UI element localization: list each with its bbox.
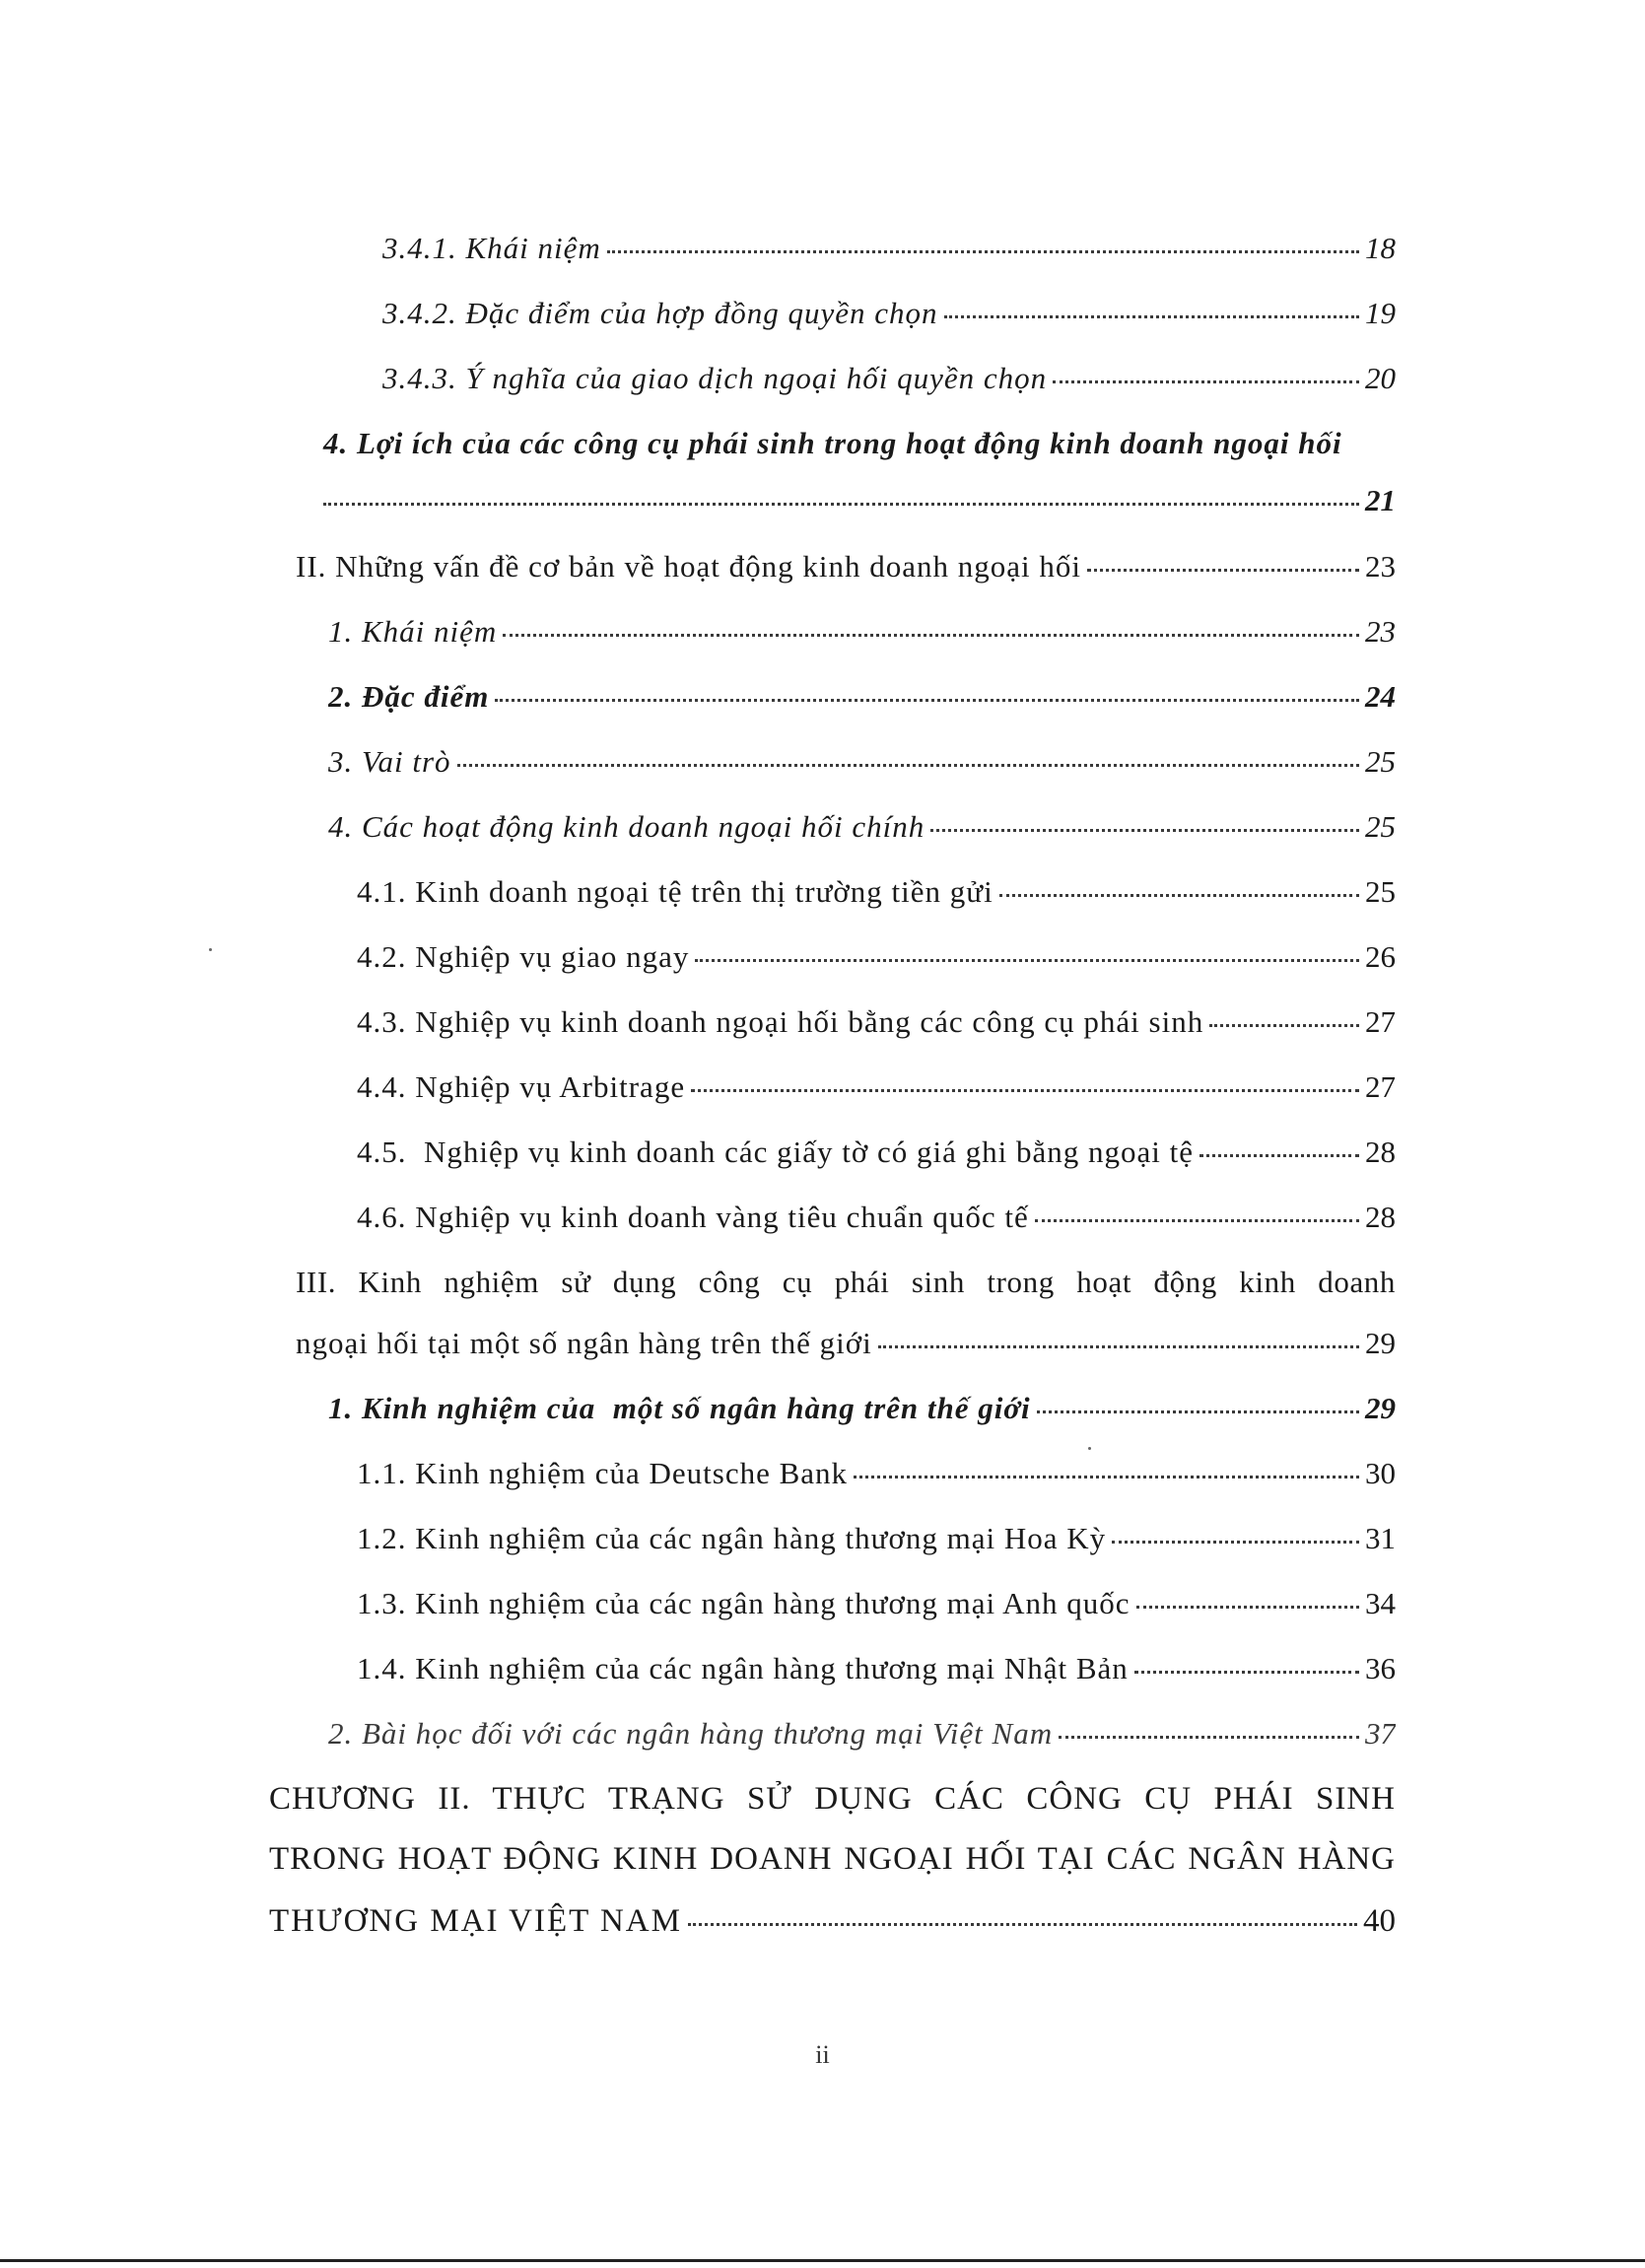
toc-entry-3-4-3: [382, 359, 1396, 398]
toc-entry-label: 3.4.1. Khái niệm: [382, 231, 601, 265]
toc-entry-label: 4.5. Nghiệp vụ kinh doanh các giấy tờ có giá ghi bằng ngoại tệ: [357, 1134, 1195, 1169]
toc-entry-label: 4. Các hoạt động kinh doanh ngoại hối chính: [328, 809, 925, 844]
chapter-heading-line1: CHƯƠNG II. THỰC TRẠNG SỬ DỤNG CÁC CÔNG CỤ PHÁI SINH: [269, 1781, 1396, 1817]
toc-entry-label: 1. Khái niệm: [328, 614, 498, 649]
toc-entry-label: 2. Đặc điểm: [328, 679, 490, 714]
leader-dots: [1059, 1736, 1359, 1739]
toc-entry-3-4-2: [382, 294, 1396, 333]
toc-entry-label: 1.4. Kinh nghiệm của các ngân hàng thương mại Nhật Bản: [357, 1651, 1129, 1685]
toc-entry-label: 1.2. Kinh nghiệm của các ngân hàng thương mại Hoa Kỳ: [357, 1521, 1107, 1555]
toc-entry-4-line2: [323, 481, 1396, 520]
scan-speck: [209, 948, 212, 951]
toc-entry-label: 3.4.2. Đặc điểm của hợp đồng quyền chọn: [382, 296, 938, 330]
toc-entry-II: [296, 547, 1396, 586]
toc-entry-label: II. Những vấn đề cơ bản về hoạt động kinh doanh ngoại hối: [296, 549, 1082, 584]
toc-entry-label: 2. Bài học đối với các ngân hàng thương mại Việt Nam: [328, 1716, 1054, 1751]
toc-entry-label: 3. Vai trò: [328, 744, 451, 779]
leader-dots: [930, 829, 1359, 832]
chapter-heading-line2: TRONG HOẠT ĐỘNG KINH DOANH NGOẠI HỐI TẠI CÁC NGÂN HÀNG: [269, 1841, 1396, 1877]
leader-dots: [457, 764, 1359, 767]
toc-entry-label: 4.6. Nghiệp vụ kinh doanh vàng tiêu chuẩn quốc tế: [357, 1200, 1029, 1234]
leader-dots: [607, 250, 1359, 253]
leader-dots: [854, 1476, 1359, 1478]
toc-entry-page: 29: [1365, 1391, 1396, 1425]
leader-dots: [688, 1923, 1357, 1926]
toc-entry-II-2: [328, 677, 1396, 717]
leader-dots: [1087, 569, 1359, 572]
toc-entry-page: 27: [1365, 1004, 1396, 1039]
toc-entry-label: 1.3. Kinh nghiệm của các ngân hàng thương mại Anh quốc: [357, 1586, 1131, 1620]
leader-dots: [1037, 1410, 1359, 1413]
leader-dots: [1053, 380, 1359, 383]
leader-dots: [1136, 1606, 1359, 1609]
toc-entry-page: 18: [1365, 231, 1396, 265]
page-number: ii: [815, 2040, 830, 2069]
toc-entry-page: 40: [1363, 1903, 1396, 1939]
toc-entry-page: 25: [1365, 874, 1396, 909]
toc-entry-label: 4.2. Nghiệp vụ giao ngay: [357, 939, 690, 974]
toc-entry-page: 30: [1365, 1456, 1396, 1490]
chapter-heading-line3: [269, 1899, 1396, 1943]
toc-entry-page: 25: [1365, 809, 1396, 844]
toc-entry-page: 29: [1365, 1326, 1396, 1360]
leader-dots: [1112, 1541, 1359, 1544]
toc-entry-III-line1: III. Kinh nghiệm sử dụng công cụ phái sinh trong hoạt động kinh doanh: [296, 1265, 1396, 1299]
toc-entry-III-1-2: [357, 1519, 1396, 1558]
toc-entry-II-3: [328, 742, 1396, 782]
toc-entry-page: 21: [1365, 483, 1396, 517]
toc-entry-II-4: [328, 807, 1396, 847]
toc-entry-page: 27: [1365, 1069, 1396, 1104]
scan-speck: [1088, 1447, 1091, 1450]
toc-entry-label: ngoại hối tại một số ngân hàng trên thế giới: [296, 1326, 872, 1360]
toc-entry-page: 36: [1365, 1651, 1396, 1685]
toc-entry-III-1-4: [357, 1649, 1396, 1688]
toc-entry-page: 24: [1365, 679, 1396, 714]
toc-entry-II-4-4: [357, 1067, 1396, 1107]
toc-entry-II-1: [328, 612, 1396, 652]
leader-dots: [695, 959, 1359, 962]
toc-entry-label: 4.4. Nghiệp vụ Arbitrage: [357, 1069, 686, 1104]
toc-entry-II-4-2: [357, 937, 1396, 977]
toc-entry-page: 26: [1365, 939, 1396, 974]
leader-dots: [1035, 1219, 1359, 1222]
leader-dots: [1209, 1024, 1359, 1027]
toc-entry-III-1: [328, 1389, 1396, 1428]
toc-entry-III-1-1: [357, 1454, 1396, 1493]
toc-entry-II-4-6: [357, 1198, 1396, 1237]
toc-entry-page: 23: [1365, 614, 1396, 649]
toc-entry-label: 3.4.3. Ý nghĩa của giao dịch ngoại hối quyền chọn: [382, 361, 1048, 395]
toc-entry-page: 28: [1365, 1134, 1396, 1169]
toc-entry-III-line2: [296, 1324, 1396, 1363]
toc-entry-page: 25: [1365, 744, 1396, 779]
toc-entry-label: 4.1. Kinh doanh ngoại tệ trên thị trường tiền gửi: [357, 874, 994, 909]
toc-entry-label: 1.1. Kinh nghiệm của Deutsche Bank: [357, 1456, 849, 1490]
bottom-rule: [0, 2259, 1645, 2262]
toc-entry-3-4-1: [382, 229, 1396, 268]
toc-entry-page: 23: [1365, 549, 1396, 584]
leader-dots: [1134, 1671, 1359, 1674]
toc-entry-II-4-3: [357, 1002, 1396, 1042]
toc-entry-page: 37: [1365, 1716, 1396, 1751]
toc-entry-III-2: [328, 1714, 1396, 1753]
toc-entry-page: 34: [1365, 1586, 1396, 1620]
leader-dots: [495, 699, 1359, 702]
leader-dots: [878, 1345, 1359, 1348]
leader-dots: [323, 503, 1359, 506]
leader-dots: [503, 634, 1359, 637]
leader-dots: [1199, 1154, 1359, 1157]
leader-dots: [944, 315, 1360, 318]
leader-dots: [691, 1089, 1359, 1092]
toc-entry-page: 20: [1365, 361, 1396, 395]
toc-entry-II-4-1: [357, 872, 1396, 912]
toc-entry-page: 31: [1365, 1521, 1396, 1555]
leader-dots: [999, 894, 1359, 897]
toc-entry-III-1-3: [357, 1584, 1396, 1623]
toc-entry-II-4-5: [357, 1133, 1396, 1172]
chapter-label: THƯƠNG MẠI VIỆT NAM: [269, 1903, 682, 1939]
toc-entry-label: 1. Kinh nghiệm của một số ngân hàng trên thế giới: [328, 1391, 1031, 1425]
toc-entry-label: 4.3. Nghiệp vụ kinh doanh ngoại hối bằng các công cụ phái sinh: [357, 1004, 1204, 1039]
toc-entry-page: 28: [1365, 1200, 1396, 1234]
toc-entry-page: 19: [1365, 296, 1396, 330]
toc-entry-4-line1: 4. Lợi ích của các công cụ phái sinh trong hoạt động kinh doanh ngoại hối: [323, 426, 1342, 460]
